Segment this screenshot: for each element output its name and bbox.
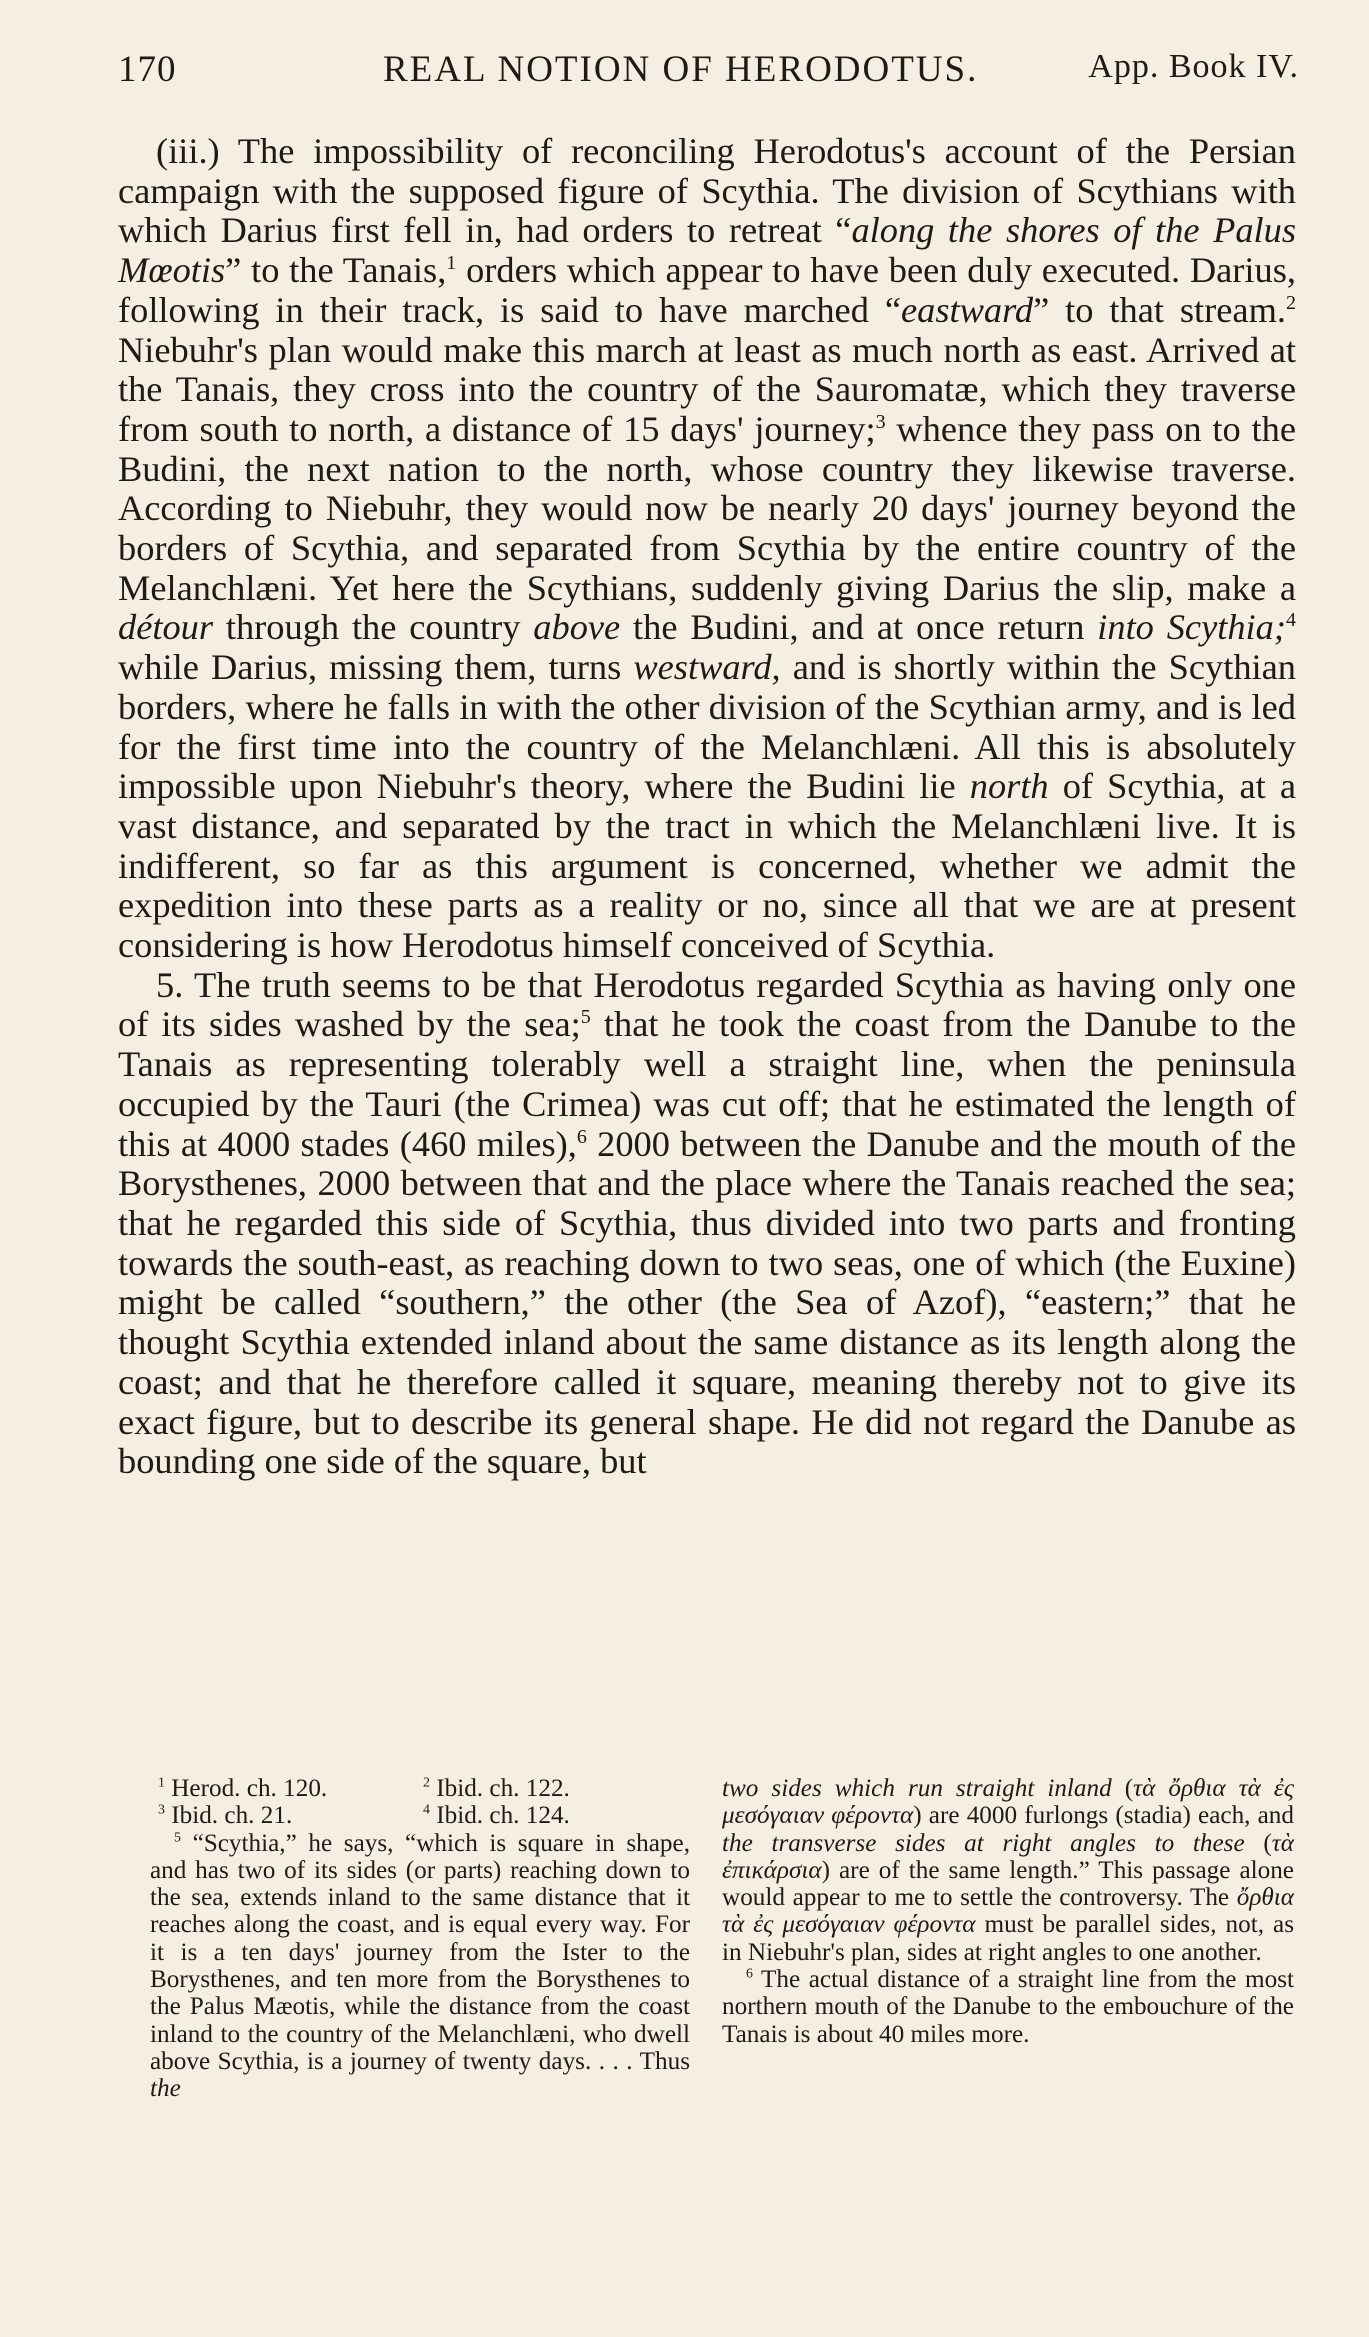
footnote-ref-6: 6: [576, 1125, 587, 1148]
footnote-2: [423, 1775, 570, 1802]
greek-run: τὰ ἐπικάρσια: [722, 1829, 1294, 1884]
text-run: and is shortly within the Scythian borders, where he falls in with the other division of the Scythian army, and is led for the first time into the country of the Melanchlæni. All this is absolutely impossible upon Niebuhr's theory, where the Budini lie: [118, 647, 1296, 807]
footnote-ref-4: 4: [1285, 609, 1296, 632]
italic-run: the transverse sides at right angles to these: [722, 1829, 1245, 1857]
page-number: 170: [118, 49, 177, 90]
footnote-5-part-1: [150, 1830, 690, 2103]
footnote-text: Ibid. ch. 21.: [171, 1802, 293, 1830]
running-title: REAL NOTION OF HERODOTUS.: [383, 49, 979, 90]
text-run: 5. The truth seems to be that Herodotus regarded Scythia as having only one of its sides washed by the sea;: [118, 964, 1296, 1045]
text-run: (: [1244, 1829, 1272, 1857]
paragraph-5: [118, 966, 1296, 1482]
footnote-text: Ibid. ch. 122.: [436, 1775, 570, 1802]
footnote-mark: 6: [746, 1965, 753, 1981]
footnote-ref-5: 5: [580, 1006, 591, 1029]
footnote-text: “Scythia,” he says, “which is square in shape, and has two of its sides (or parts) reaching down to the sea, extends inland to the same distance that it reaches along the coast, and is equal every way. For it is a ten days' journey from the Ister to the Borysthenes, and ten more from the Borysthenes to the Palus Mæotis, while the distance from the coast inland to the country of the Melanchlæni, who dwell above Scythia, is a journey of twenty days. . . . Thus: [150, 1829, 691, 2075]
text-run: through the country: [213, 607, 534, 648]
footnote-3: [150, 1802, 423, 1829]
footnote-text: The actual distance of a straight line from the most northern mouth of the Danube to the embouchure of the Tanais is about 40 miles more.: [722, 1966, 1295, 2048]
greek-run: τὰ ὄρθια τὰ ἐς μεσόγαιαν φέροντα: [722, 1775, 1295, 1830]
text-run: that he took the coast from the Danube to the Tanais as representing tolerably well a straight line, when the peninsula occupied by the Tauri (the Crimea) was cut off; that he estimated the length of this at 4000 stades (460 miles),: [118, 1004, 1296, 1164]
text-run: ) are 4000 furlongs (stadia) each, and: [913, 1802, 1294, 1830]
text-run: ” to the Tanais,: [225, 250, 447, 291]
footnote-mark: 1: [158, 1774, 165, 1790]
footnote-ref-1: 1: [446, 251, 457, 274]
footnote-ref-2: 2: [1285, 291, 1296, 314]
italic-run: westward,: [633, 647, 781, 688]
italic-run: above: [533, 607, 621, 648]
italic-run: eastward: [900, 289, 1034, 330]
footnote-row: [150, 1775, 690, 1802]
text-run: (iii.) The impossibility of reconciling Herodotus's account of the Persian campaign with the supposed figure of Scythia. The division of Scythians with which Darius first fell in, had orders to retreat “: [118, 131, 1296, 251]
footnote-mark: 5: [174, 1829, 181, 1845]
text-run: ” to that stream.: [1033, 289, 1286, 330]
italic-run: into Scythia;: [1097, 607, 1286, 648]
footnote-5-part-2: [722, 1775, 1294, 1966]
footnote-6: [722, 1966, 1294, 2048]
italic-run: détour: [118, 607, 214, 648]
footnote-text: Ibid. ch. 124.: [436, 1802, 570, 1830]
main-text: [118, 132, 1296, 1482]
text-run: orders which appear to have been duly executed. Darius, following in their track, is said to have marched “: [118, 250, 1296, 330]
running-header: [118, 40, 1299, 100]
greek-run: ὄρθια τὰ ἐς μεσόγαιαν φέροντα: [722, 1884, 1294, 1939]
footnotes-left-column: [150, 1775, 690, 2103]
footnotes-right-column: [722, 1775, 1294, 2048]
italic-run: north: [969, 766, 1049, 807]
footnote-4: [423, 1802, 570, 1829]
footnote-row: [150, 1802, 690, 1829]
footnote-1: [150, 1775, 423, 1802]
text-run: the Budini, and at once return: [620, 607, 1098, 648]
footnote-ref-3: 3: [875, 410, 886, 433]
text-run: while Darius, missing them, turns: [118, 647, 634, 688]
text-run: of Scythia, at a vast distance, and separated by the tract in which the Melanchlæni live. It is indifferent, so far as this argument is concerned, whether we admit the expedition into these parts as a reality or no, since all that we are at present considering is how Herodotus himself conceived of Scythia.: [118, 766, 1297, 966]
paragraph-iii: [118, 132, 1296, 966]
italic-run: along the shores of the Palus Mœotis: [118, 210, 1297, 291]
footnote-mark: 4: [423, 1801, 430, 1817]
text-run: 2000 between the Danube and the mouth of the Borysthenes, 2000 between that and the place where the Tanais reached the sea; that he regarded this side of Scythia, thus divided into two parts and fronting towards the south-east, as reaching down to two seas, one of which (the Euxine) might be called “southern,” the other (the Sea of Azof), “eastern;” that he thought Scythia extended inland about the same distance as its length along the coast; and that he therefore called it square, meaning thereby not to give its exact figure, but to describe its general shape. He did not regard the Danube as bounding one side of the square, but: [118, 1123, 1296, 1482]
footnote-mark: 2: [423, 1774, 430, 1790]
italic-run: the: [150, 2075, 181, 2103]
text-run: (: [1111, 1775, 1134, 1802]
text-run: must be parallel sides, not, as in Niebuhr's plan, sides at right angles to one another.: [722, 1911, 1294, 1966]
footnote-text: Herod. ch. 120.: [171, 1775, 328, 1802]
text-run: Niebuhr's plan would make this march at least as much north as east. Arrived at the Tanais, they cross into the country of the Sauromatæ, which they traverse from south to north, a distance of 15 days' journey;: [118, 329, 1296, 449]
text-run: ) are of the same length.” This passage alone would appear to me to settle the controversy. The: [722, 1856, 1294, 1912]
text-run: whence they pass on to the Budini, the next nation to the north, whose country they likewise traverse. According to Niebuhr, they would now be nearly 20 days' journey beyond the borders of Scythia, and separated from Scythia by the entire country of the Melanchlæni. Yet here the Scythians, suddenly giving Darius the slip, make a: [118, 408, 1296, 608]
italic-run: two sides which run straight inland: [722, 1775, 1112, 1802]
section-label: App. Book IV.: [1088, 48, 1299, 85]
footnote-mark: 3: [158, 1801, 165, 1817]
